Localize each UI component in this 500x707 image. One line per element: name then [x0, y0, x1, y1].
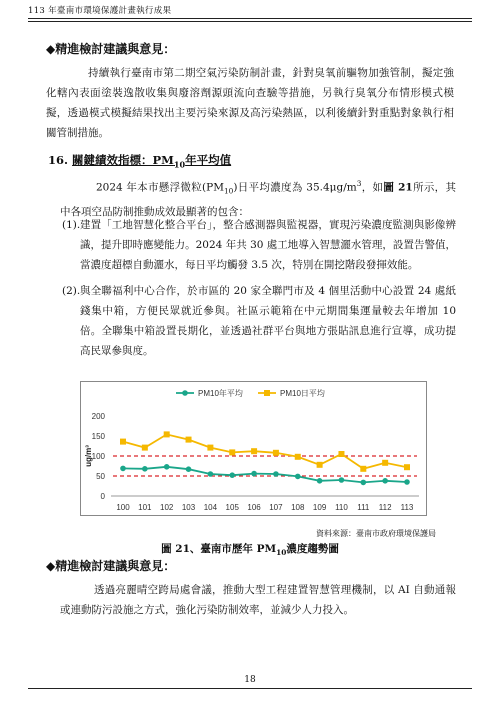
pm10-trend-chart: [81, 382, 426, 515]
data-point: [382, 478, 388, 484]
x-tick-label: 106: [247, 503, 261, 512]
x-tick-label: 102: [160, 503, 174, 512]
list-number: (2).: [62, 285, 81, 297]
data-point: [142, 466, 148, 472]
y-tick-label: 100: [91, 452, 105, 461]
data-point: [251, 471, 257, 477]
data-point: [120, 466, 126, 472]
y-tick-label: 0: [100, 492, 105, 501]
x-tick-label: 110: [335, 503, 348, 512]
data-point: [273, 450, 279, 456]
data-point: [295, 454, 301, 460]
y-tick-label: 200: [91, 412, 105, 421]
data-point: [207, 445, 213, 451]
list-item: [62, 281, 456, 363]
kpi-title: 關鍵績效指標：$PM_{10}$年平均值: [72, 153, 232, 170]
data-point: [404, 479, 410, 485]
header-rule: [28, 18, 472, 19]
footer-rule: [28, 688, 472, 689]
series-line: [123, 434, 407, 468]
section-heading: ◆精進檢討建議與意見：: [46, 42, 176, 56]
data-point: [164, 464, 170, 470]
header-rule-thin: [28, 21, 472, 22]
legend-marker: [264, 390, 270, 396]
list-item: [62, 215, 456, 277]
figure-caption: 圖 21、臺南市歷年 $PM_{10}$濃度趨勢圖: [161, 543, 339, 558]
y-tick-label: 50: [96, 472, 105, 481]
data-point: [273, 471, 279, 477]
kpi-number: 16.: [48, 153, 69, 167]
list-text: 與全聯福利中心合作，於市區的 20 家全聯門市及 4 個里活動中心設置 24 處紙錢集中箱，方便民眾就近參與。社區示範箱在中元期間集運量較去年增加 10 倍。全聯集中箱設置長期化，並透過社群平台與地方張貼訊息進行宣導，成功提高民眾參與度。: [80, 285, 456, 357]
data-point: [404, 464, 410, 470]
x-tick-label: 105: [225, 503, 239, 512]
data-point: [142, 445, 148, 451]
x-tick-label: 112: [378, 503, 392, 512]
x-tick-label: 107: [269, 503, 283, 512]
x-tick-label: 111: [357, 503, 370, 512]
data-point: [164, 431, 170, 437]
x-tick-label: 104: [203, 503, 218, 512]
x-tick-label: 108: [291, 503, 305, 512]
data-point: [317, 478, 323, 484]
page-header: 113 年臺南市環境保護計畫執行成果: [28, 6, 172, 16]
legend-marker: [182, 390, 188, 396]
chart-frame: [80, 381, 427, 516]
intro-paragraph: 2024 年本市懸浮微粒$(PM_{10})$日平均濃度為 $35.4\mu g/m^3$，如圖 21所示，其中各項空品防制推動成效最顯著的包含：: [60, 179, 456, 218]
list-text: 建置「工地智慧化整合平台」，整合感測器與監視器，實現污染濃度監測與影像辨識，提升即時應變能力。2024 年共 30 處工地導入智慧灑水管理，設置告警值，當濃度超標自動灑水，每日平均觸發 3.5 次，特別在開挖階段發揮效能。: [80, 219, 456, 271]
x-tick-label: 103: [181, 503, 196, 512]
x-tick-label: 100: [116, 503, 130, 512]
data-point: [251, 448, 257, 454]
data-point: [186, 466, 192, 472]
data-point: [208, 471, 214, 477]
section-heading: ◆精進檢討建議與意見：: [46, 559, 176, 573]
data-point: [120, 439, 126, 445]
data-point: [229, 449, 235, 455]
x-tick-label: 113: [400, 503, 414, 512]
source-note: 資料來源：臺南市政府環境保護局: [316, 529, 436, 538]
x-tick-label: 101: [138, 503, 152, 512]
section-paragraph: 持續執行臺南市第二期空氣污染防制計畫，針對臭氧前驅物加強管制，擬定強化轄內表面塗裝逸散收集與廢溶劑源頭流向查驗等措施，另執行臭氧分布情形模式模擬，透過模式模擬結果找出主要污染來源及高污染熱區，以利後續針對重點對象執行相關管制措施。: [46, 67, 454, 139]
list-number: (1).: [62, 219, 81, 231]
data-point: [382, 460, 388, 466]
data-point: [186, 437, 192, 443]
data-point: [317, 462, 323, 468]
y-tick-label: 150: [91, 432, 105, 441]
page-number: 18: [244, 675, 256, 685]
data-point: [338, 451, 344, 457]
legend-label: PM10年平均: [198, 389, 243, 398]
data-point: [339, 477, 345, 483]
kpi-heading: [48, 152, 231, 169]
y-axis-label: ug/m³: [84, 445, 93, 467]
data-point: [360, 466, 366, 472]
x-tick-label: 109: [312, 503, 327, 512]
data-point: [295, 474, 301, 480]
data-point: [361, 480, 367, 486]
data-point: [229, 472, 235, 478]
legend-label: PM10日平均: [280, 389, 325, 398]
section-paragraph: 透過亮麗晴空跨局處會議，推動大型工程建置智慧管理機制，以 AI 自動通報或連動防污設施之方式，強化污染防制效率，並減少人力投入。: [60, 584, 456, 616]
